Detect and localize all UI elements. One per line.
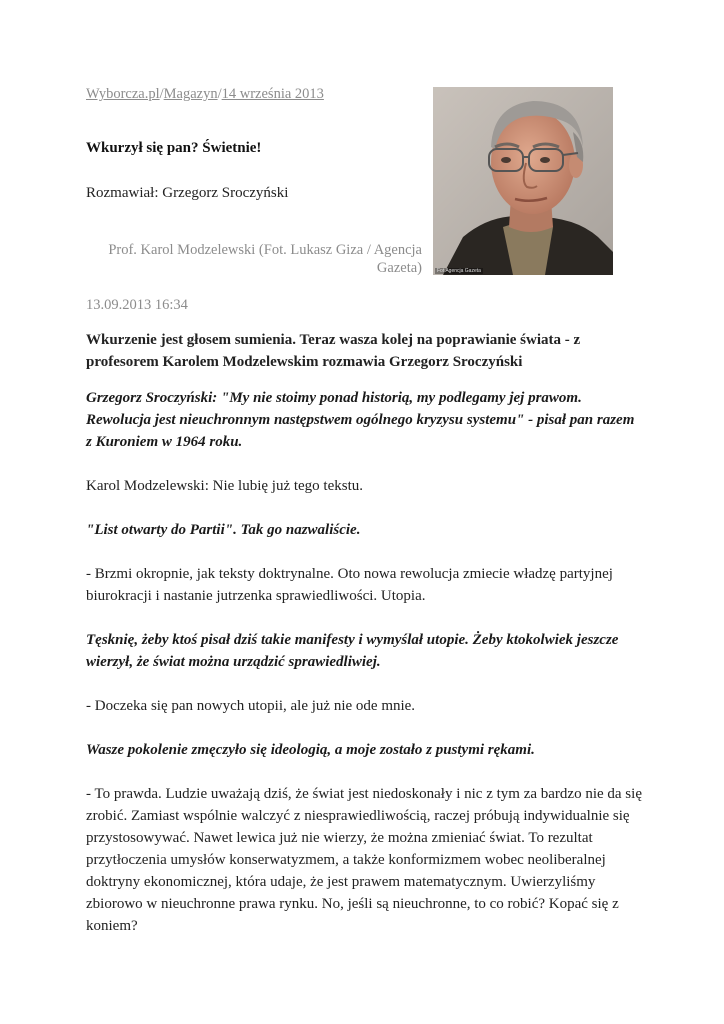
breadcrumb: [86, 86, 324, 103]
article-title: Wkurzył się pan? Świetnie!: [86, 140, 262, 156]
interview-answer: Karol Modzelewski: Nie lubię już tego tekstu.: [86, 478, 364, 494]
interview-answer: - To prawda. Ludzie uważają dziś, że świat jest niedoskonały i nic z tym za bardzo nie da się zrobić. Zamiast wspólnie walczyć z niesprawiedliwością, raczej próbują indywidualnie się przystosowywać. Nawet lewica już nie wierzy, że można zmieniać świat. To rezultat przytłoczenia umysłów konserwatyzmem, a także konformizmem wobec neoliberalnej doktryny ekonomicznej, która udaje, że jest prawem matematycznym. Uwierzyliśmy zbiorowo w nieuchronne prawa rynku. No, jeśli są nieuchronne, to co robić? Kopać się z koniem?: [86, 786, 642, 934]
interview-question: Grzegorz Sroczyński: "My nie stoimy ponad historią, my podlegamy jej prawom. Rewolucja jest nieuchronnym następstwem ogólnego kryzysu systemu" - pisał pan razem z Kuroniem w 1964 roku.: [86, 390, 635, 450]
breadcrumb-link-issue[interactable]: 14 września 2013: [221, 86, 324, 102]
interview-answer: - Brzmi okropnie, jak teksty doktrynalne. Oto nowa rewolucja zmiecie władzę partyjnej biurokracji i nastanie jutrzenka sprawiedliwości. Utopia.: [86, 566, 613, 604]
interview-answer: - Doczeka się pan nowych utopii, ale już nie ode mnie.: [86, 698, 416, 714]
article-author: Rozmawiał: Grzegorz Sroczyński: [86, 185, 289, 201]
photo-caption: Prof. Karol Modzelewski (Fot. Lukasz Giza / Agencja Gazeta): [108, 242, 422, 276]
portrait-image: [433, 87, 613, 275]
interview-question: Tęsknię, żeby ktoś pisał dziś takie manifesty i wymyślał utopie. Żeby ktokolwiek jeszcze wierzył, że świat można urządzić sprawiedliwiej.: [86, 632, 619, 670]
article-lead: Wkurzenie jest głosem sumienia. Teraz wasza kolej na poprawianie świata - z profesorem Karolem Modzelewskim rozmawia Grzegorz Sroczyński: [86, 332, 581, 370]
breadcrumb-separator: /: [217, 86, 222, 102]
interview-question: Wasze pokolenie zmęczyło się ideologią, a moje zostało z pustymi rękami.: [86, 742, 535, 758]
photo-credit-watermark: Fot Agencja Gazeta: [437, 268, 481, 274]
publication-date: 13.09.2013 16:34: [86, 297, 188, 313]
breadcrumb-link-site[interactable]: Wyborcza.pl: [86, 86, 160, 102]
author-portrait-photo: [433, 87, 613, 275]
breadcrumb-link-section[interactable]: Magazyn: [163, 86, 218, 102]
interview-question: "List otwarty do Partii". Tak go nazwaliście.: [86, 522, 361, 538]
article-body: [86, 329, 642, 937]
breadcrumb-separator: /: [159, 86, 164, 102]
